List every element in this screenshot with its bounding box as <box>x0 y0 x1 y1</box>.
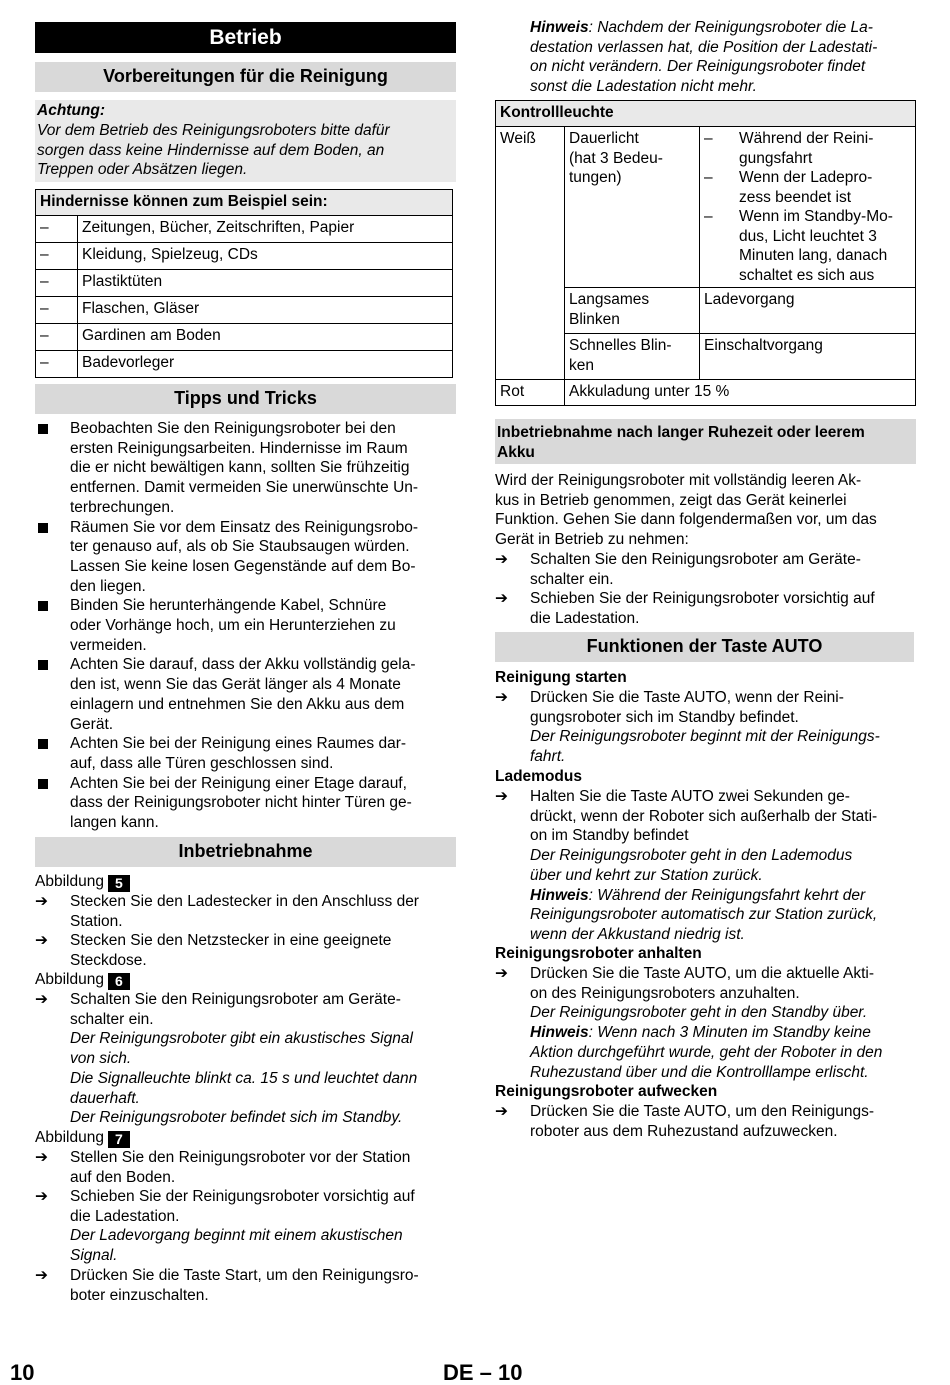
mode-text: Schnelles Blin- <box>569 337 672 354</box>
step-text: gungsroboter sich im Standby befindet. <box>530 708 799 726</box>
indicator-header: Kontrollleuchte <box>496 101 916 127</box>
mode-text: Langsames <box>569 291 650 308</box>
tip-text: Lassen Sie keine losen Gegenstände auf dem Bo- <box>70 557 416 575</box>
step-result: dauerhaft. <box>70 1089 140 1107</box>
step-result: Der Ladevorgang beginnt mit einem akustischen <box>70 1227 403 1245</box>
tip-text: terbrechungen. <box>70 498 175 516</box>
paragraph-line: Gerät in Betrieb zu nehmen: <box>495 531 689 549</box>
step-result: Der Reinigungsroboter geht in den Standby über. <box>530 1004 868 1022</box>
tip-text: Achten Sie darauf, dass der Akku vollständig gela- <box>70 656 416 674</box>
arrow-icon: ➔ <box>35 893 48 910</box>
figure-number-badge: 6 <box>108 973 130 990</box>
dash: – <box>704 208 713 225</box>
step-result: Der Reinigungsroboter befindet sich im Standby. <box>70 1109 403 1127</box>
tip-text: die er nicht bewältigen kann, sollten Sie frühzeitig <box>70 459 410 477</box>
figure-number-badge: 7 <box>108 1131 130 1148</box>
step-text: Stellen Sie den Reinigungsroboter vor der Station <box>70 1149 411 1166</box>
note-text: Reinigungsroboter automatisch zur Station zurück, <box>530 906 878 924</box>
tip-text: ter genauso auf, als ob Sie Staubsaugen würden. <box>70 538 410 556</box>
slow-meaning: Ladevorgang <box>700 288 916 334</box>
step-text: Schalten Sie den Reinigungsroboter am Geräte- <box>530 551 861 568</box>
note-text: destation verlassen hat, die Position der Ladestati- <box>530 38 878 56</box>
page-code: DE – 10 <box>443 1360 523 1385</box>
mode-text: tungen) <box>569 169 622 187</box>
subheading-start: Reinigung starten <box>495 669 627 686</box>
mode-text: Blinken <box>569 310 620 328</box>
caution-line: Treppen oder Absätzen liegen. <box>37 161 248 178</box>
note-text: : Während der Reinigungsfahrt kehrt der <box>588 886 866 904</box>
mode-text: (hat 3 Bedeu- <box>569 149 663 167</box>
bullet-square-icon <box>38 739 48 749</box>
meaning-text: dus, Licht leuchtet 3 <box>739 227 877 245</box>
tip-text: vermeiden. <box>70 636 147 654</box>
caution-line: sorgen dass keine Hindernisse auf dem Boden, an <box>37 142 385 159</box>
bullet-square-icon <box>38 779 48 789</box>
step-result: Signal. <box>70 1247 118 1265</box>
arrow-icon: ➔ <box>495 788 508 805</box>
figure-label: Abbildung <box>35 873 104 890</box>
bullet-square-icon <box>38 660 48 670</box>
caution-line: Vor dem Betrieb des Reinigungsroboters bitte dafür <box>37 122 390 139</box>
step-result: Der Reinigungsroboter geht in den Lademodus <box>530 847 853 865</box>
color-red: Rot <box>496 380 565 406</box>
obstacle-item: Flaschen, Gläser <box>78 297 453 324</box>
dash: – <box>36 297 78 324</box>
obstacle-item: Gardinen am Boden <box>78 324 453 351</box>
subheading-stop: Reinigungsroboter anhalten <box>495 945 702 962</box>
obstacle-item: Kleidung, Spielzeug, CDs <box>78 243 453 270</box>
dash: – <box>704 130 713 147</box>
bullet-square-icon <box>38 601 48 611</box>
indicator-light-table <box>495 100 916 406</box>
page-number: 10 <box>10 1360 35 1385</box>
step-text: Schieben Sie der Reinigungsroboter vorsichtig auf <box>530 590 875 607</box>
mode-text: Dauerlicht <box>569 130 639 147</box>
idle-paragraph <box>495 471 920 550</box>
fast-meaning: Einschaltvorgang <box>700 334 916 380</box>
arrow-icon: ➔ <box>35 932 48 949</box>
step-result: fahrt. <box>530 748 566 766</box>
tip-text: langen kann. <box>70 814 159 831</box>
red-meaning: Akkuladung unter 15 % <box>565 380 916 406</box>
meaning-text: schaltet es sich aus <box>739 267 875 285</box>
section-heading-preparation: Vorbereitungen für die Reinigung <box>35 62 456 92</box>
step-text: schalter ein. <box>70 1010 154 1028</box>
note-label: Hinweis <box>530 886 589 904</box>
subheading-wake: Reinigungsroboter aufwecken <box>495 1083 718 1100</box>
bullet-square-icon <box>38 424 48 434</box>
tip-text: oder Vorhänge hoch, um ein Herunterziehen zu <box>70 617 396 634</box>
section-heading-idle <box>495 419 916 464</box>
step-text: Drücken Sie die Taste AUTO, um den Reinigungs- <box>530 1103 875 1120</box>
step-text: Drücken Sie die Taste Start, um den Reinigungsro- <box>70 1267 419 1284</box>
step-text: die Ladestation. <box>70 1207 180 1225</box>
step-result: Der Reinigungsroboter beginnt mit der Reinigungs- <box>530 728 880 746</box>
note-text: sonst die Ladestation nicht mehr. <box>530 78 757 96</box>
meaning-text: Minuten lang, danach <box>739 247 888 265</box>
mode-steady <box>565 127 700 288</box>
tip-text: Achten Sie bei der Reinigung einer Etage darauf, <box>70 774 407 792</box>
section-heading-tips: Tipps und Tricks <box>35 384 456 414</box>
paragraph-line: kus in Betrieb genommen, zeigt das Gerät keinerlei <box>495 491 847 509</box>
figure-number-badge: 5 <box>108 875 130 892</box>
step-text: boter einzuschalten. <box>70 1286 209 1304</box>
step-text: Drücken Sie die Taste AUTO, um die aktuelle Akti- <box>530 965 875 982</box>
section-heading-setup: Inbetriebnahme <box>35 837 456 867</box>
figure-ref-7 <box>35 1128 130 1148</box>
heading-line: Inbetriebnahme nach langer Ruhezeit oder leerem <box>497 424 865 441</box>
tip-text: Gerät. <box>70 715 114 733</box>
tip-text: Achten Sie bei der Reinigung eines Raumes dar- <box>70 735 407 753</box>
step-text: auf den Boden. <box>70 1168 176 1186</box>
steady-meanings <box>700 127 916 288</box>
obstacle-item: Plastiktüten <box>78 270 453 297</box>
step-text: drückt, wenn der Roboter sich außerhalb der Stati- <box>530 807 878 825</box>
note-paragraph <box>530 18 920 97</box>
paragraph-line: Funktion. Gehen Sie dann folgendermaßen vor, um das <box>495 511 877 529</box>
note-text: : Wenn nach 3 Minuten im Standby keine <box>588 1024 871 1042</box>
meaning-text: Wenn der Ladepro- <box>739 169 873 186</box>
obstacles-header: Hindernisse können zum Beispiel sein: <box>36 190 453 216</box>
step-text: Steckdose. <box>70 951 147 969</box>
step-text: Halten Sie die Taste AUTO zwei Sekunden ge- <box>530 788 850 805</box>
tip-text: Binden Sie herunterhängende Kabel, Schnüre <box>70 597 387 615</box>
arrow-icon: ➔ <box>495 1103 508 1120</box>
step-result: von sich. <box>70 1050 132 1068</box>
subheading-charge-mode: Lademodus <box>495 768 582 785</box>
note-label: Hinweis <box>530 1024 589 1042</box>
obstacles-table <box>35 189 453 378</box>
heading-line: Akku <box>497 443 535 461</box>
section-heading-auto: Funktionen der Taste AUTO <box>495 632 914 662</box>
tip-text: den liegen. <box>70 577 146 595</box>
mode-fast-blink <box>565 334 700 380</box>
caution-label: Achtung: <box>37 102 106 119</box>
arrow-icon: ➔ <box>35 1149 48 1166</box>
step-text: die Ladestation. <box>530 609 640 627</box>
obstacle-item: Badevorleger <box>78 351 453 378</box>
color-white: Weiß <box>496 127 565 380</box>
page-title: Betrieb <box>35 22 456 53</box>
meaning-text: Wenn im Standby-Mo- <box>739 208 893 225</box>
obstacle-item: Zeitungen, Bücher, Zeitschriften, Papier <box>78 216 453 243</box>
tip-text: entfernen. Damit vermeiden Sie unerwünschte Un- <box>70 479 419 497</box>
note-text: : Nachdem der Reinigungsroboter die La- <box>588 19 873 36</box>
figure-ref-6 <box>35 970 130 990</box>
mode-text: ken <box>569 356 594 374</box>
step-text: Stecken Sie den Ladestecker in den Anschluss der <box>70 893 419 910</box>
tip-text: Räumen Sie vor dem Einsatz des Reinigungsrobo- <box>70 518 419 536</box>
step-result: über und kehrt zur Station zurück. <box>530 866 763 884</box>
step-text: Schalten Sie den Reinigungsroboter am Geräte- <box>70 991 401 1008</box>
step-text: on des Reinigungsroboters anzuhalten. <box>530 984 800 1002</box>
dash: – <box>36 270 78 297</box>
tip-text: den ist, wenn Sie das Gerät länger als 4 Monate <box>70 676 401 694</box>
arrow-icon: ➔ <box>495 965 508 982</box>
dash: – <box>36 324 78 351</box>
note-text: Aktion durchgeführt wurde, geht der Roboter in den <box>530 1043 883 1061</box>
dash: – <box>36 243 78 270</box>
arrow-icon: ➔ <box>495 689 508 706</box>
step-text: Drücken Sie die Taste AUTO, wenn der Reini- <box>530 689 844 706</box>
step-text: Station. <box>70 912 123 930</box>
arrow-icon: ➔ <box>35 1188 48 1205</box>
meaning-text: zess beendet ist <box>739 188 852 206</box>
paragraph-line: Wird der Reinigungsroboter mit vollständig leeren Ak- <box>495 472 862 489</box>
tip-text: auf, dass alle Türen geschlossen sind. <box>70 754 334 772</box>
figure-label: Abbildung <box>35 1129 104 1146</box>
step-text: schalter ein. <box>530 570 614 588</box>
step-result: Der Reinigungsroboter gibt ein akustisches Signal <box>70 1030 413 1048</box>
note-text: wenn der Akkustand niedrig ist. <box>530 925 745 943</box>
note-text: on nicht verändern. Der Reinigungsroboter findet <box>530 58 866 76</box>
note-label: Hinweis <box>530 19 589 36</box>
figure-label: Abbildung <box>35 971 104 988</box>
arrow-icon: ➔ <box>35 1267 48 1284</box>
arrow-icon: ➔ <box>495 551 508 568</box>
arrow-icon: ➔ <box>35 991 48 1008</box>
dash: – <box>36 216 78 243</box>
figure-ref-5 <box>35 872 130 892</box>
arrow-icon: ➔ <box>495 590 508 607</box>
dash: – <box>36 351 78 378</box>
meaning-text: Während der Reini- <box>739 130 874 147</box>
meaning-text: gungsfahrt <box>739 149 813 167</box>
step-text: Schieben Sie der Reinigungsroboter vorsichtig auf <box>70 1188 415 1205</box>
step-result: Die Signalleuchte blinkt ca. 15 s und leuchtet dann <box>70 1069 418 1087</box>
step-text: roboter aus dem Ruhezustand aufzuwecken. <box>530 1122 838 1140</box>
dash: – <box>704 169 713 186</box>
tip-text: dass der Reinigungsroboter nicht hinter Türen ge- <box>70 794 412 812</box>
tip-text: ersten Reinigungsarbeiten. Hindernisse im Raum <box>70 439 408 457</box>
tip-text: Beobachten Sie den Reinigungsroboter bei den <box>70 420 396 437</box>
step-text: Stecken Sie den Netzstecker in eine geeignete <box>70 932 392 949</box>
step-text: on im Standby befindet <box>530 827 689 845</box>
bullet-square-icon <box>38 523 48 533</box>
mode-slow-blink <box>565 288 700 334</box>
note-text: Ruhezustand über und die Kontrolllampe erlischt. <box>530 1063 869 1081</box>
tip-text: einlagern und entnehmen Sie den Akku aus dem <box>70 695 405 713</box>
